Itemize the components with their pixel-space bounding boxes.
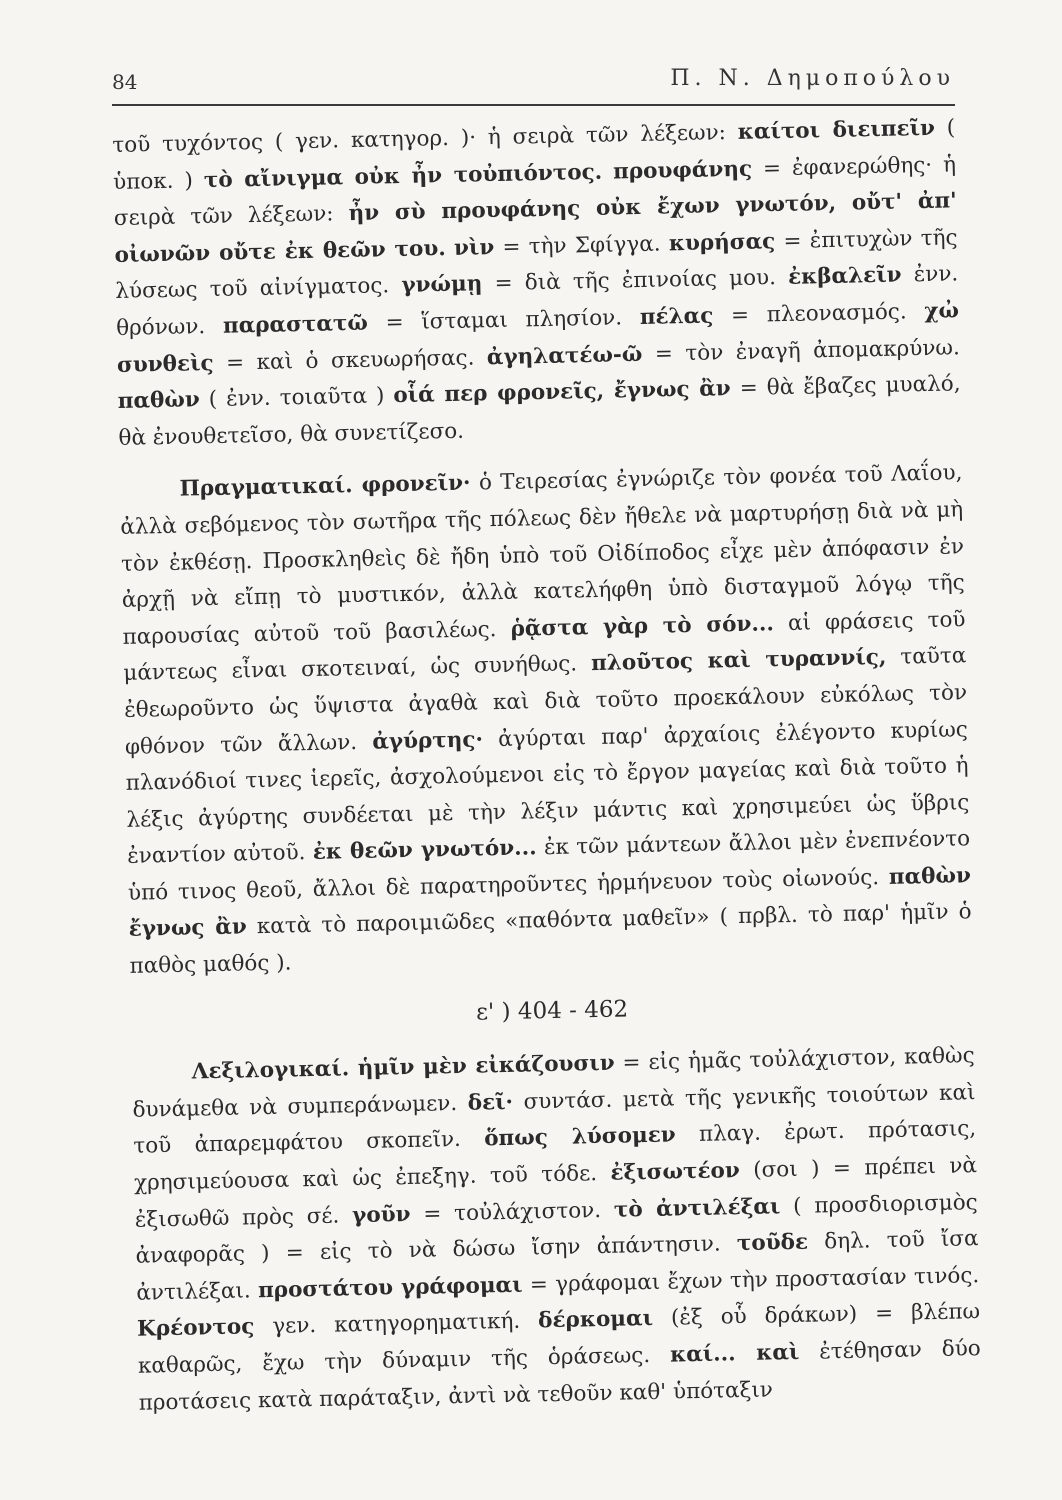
bold-lemma: τὸ ἀντιλέξαι	[613, 1193, 781, 1223]
bold-lemma: ἐξισωτέον	[610, 1158, 741, 1186]
bold-lemma: τοῦδε	[736, 1229, 809, 1257]
bold-lemma: προυφάνης	[612, 156, 753, 185]
text-run: = ἐφανερώθης· ἡ σειρὰ τῶν λέξεων:	[113, 151, 957, 232]
text-run: συντάσ. μετὰ τῆς γενικῆς τοιούτων καὶ τοῦ ἀπαρεμφάτου σκοπεῖν.	[133, 1079, 976, 1160]
bold-lemma: ἐκβαλεῖν	[787, 262, 902, 291]
bold-lemma: δέρκομαι	[537, 1306, 654, 1334]
bold-lemma: Πραγματικαί. φρονεῖν·	[179, 470, 471, 503]
bold-lemma: τὸ αἴνιγμα οὐκ ἦν τοὐπιόντος.	[203, 159, 603, 193]
bold-lemma: χὠ συνθεὶς	[116, 298, 960, 378]
text-run: ( ἐνν. τοιαῦτα )	[199, 383, 394, 413]
text-run: (ἐξ οὗ δράκων) = βλέπω καθαρῶς, ἔχω τὴν δύναμιν τῆς ὁράσεως.	[137, 1299, 981, 1379]
bold-lemma: ἦν σὺ προυφάνης οὐκ ἔχων γνωτόν, οὔτ' ἀπ' οἰωνῶν οὔτε ἐκ θεῶν του.	[114, 188, 957, 268]
page-body	[112, 110, 982, 1422]
text-run: = διὰ τῆς ἐπινοίας μου.	[482, 265, 789, 297]
text-run: γεν. κατηγορηματική.	[254, 1308, 539, 1340]
bold-lemma: ἀγηλατέω-ῶ	[486, 341, 643, 370]
paragraph	[119, 456, 973, 986]
bold-lemma: πλοῦτος καὶ τυραννίς,	[590, 645, 887, 677]
bold-lemma: Λεξιλογικαί. ἡμῖν μὲν εἰκάζουσιν	[191, 1050, 615, 1085]
bold-lemma: οἷά περ φρονεῖς, ἔγνως ἂν	[393, 376, 731, 409]
text-run: πλαγ. ἐρωτ. πρότασις, χρησιμεύουσα καὶ ὡς ἐπεξηγ. τοῦ τόδε.	[133, 1116, 977, 1196]
text-run: ἐκ τῶν μάντεων ἄλλοι μὲν ἐνεπνέοντο ὑπό τινος θεοῦ, ἄλλοι δὲ παρατηροῦντες ἡρμήνευον τοὺς οἰωνούς.	[127, 826, 971, 906]
header-rule	[112, 104, 955, 106]
text-run: (σοι ) = πρέπει νὰ ἐξισωθῶ πρὸς σέ.	[134, 1153, 978, 1233]
text-run: ὁ Τειρεσίας ἐγνώριζε τὸν φονέα τοῦ Λαΐου, ἀλλὰ σεβόμενος τὸν σωτῆρα τῆς πόλεως δὲν ἤθελε νὰ μαρτυρήσῃ διὰ νὰ μὴ τὸν ἐκθέσῃ. Προσκληθεὶς δὲ ἤδη ὑπὸ τοῦ Οἰδίποδος εἶχε μὲν ἀπόφασιν ἐν ἀρχῇ νὰ εἴπῃ τὸ μυστικόν, ἀλλὰ κατελήφθη ὑπὸ δισταγμοῦ λόγῳ τῆς παρουσίας αὐτοῦ τοῦ βασιλέως.	[120, 460, 965, 650]
text-run: ἐτέθησαν δύο προτάσεις κατὰ παράταξιν, ἀντὶ νὰ τεθοῦν καθ' ὑπόταξιν	[138, 1336, 982, 1416]
text-run: δηλ. τοῦ ἴσα ἀντιλέξαι.	[136, 1226, 979, 1306]
bold-lemma: προστάτου γράφομαι	[257, 1272, 523, 1304]
text-run: = εἰς ἡμᾶς τοὐλάχιστον, καθὼς δυνάμεθα νὰ συμπεράνωμεν.	[132, 1043, 975, 1123]
bold-lemma: πέλας	[639, 303, 714, 330]
text-run: = καὶ ὁ σκευωρήσας.	[213, 344, 488, 376]
bold-lemma: ἀγύρτης·	[372, 726, 484, 755]
bold-lemma: καί... καὶ	[669, 1339, 800, 1368]
bold-lemma: ῥᾷστα γὰρ τὸ σόν...	[510, 610, 775, 642]
text-run: = τοὐλάχιστον.	[410, 1197, 615, 1227]
commentary-part-1	[112, 110, 973, 985]
text-run: = θὰ ἔβαζες μυαλό, θὰ ἐνουθετεῖσο, θὰ συνετίζεσο.	[118, 371, 961, 451]
text-run	[602, 159, 613, 184]
paragraph	[112, 110, 962, 457]
text-run: ( προσδιορισμὸς ἀναφορᾶς ) = εἰς τὸ νὰ δώσω ἴσην ἀπάντησιν.	[135, 1189, 978, 1269]
bold-lemma: παθὼν ἔγνως ἂν	[128, 863, 972, 943]
text-run: ἀγύρται παρ' ἀρχαίοις ἐλέγοντο κυρίως πλανόδιοί τινες ἱερεῖς, ἀσχολούμενοι εἰς τὸ ἔργον μαγείας καὶ διὰ τοῦτο ἡ λέξις ἀγύρτης συνδέεται μὲ τὴν λέξιν μάντις καὶ χρησιμεύει ὡς ὕβρις ἐναντίον αὐτοῦ.	[125, 716, 970, 870]
page-header	[112, 66, 955, 98]
text-run: = ἐπιτυχὼν τῆς λύσεως τοῦ αἰνίγματος.	[115, 225, 958, 305]
paragraph	[131, 1038, 981, 1422]
text-run: τοῦ τυχόντος ( γεν. κατηγορ. )· ἡ σειρὰ τῶν λέξεων:	[112, 119, 739, 158]
text-run: ταῦτα ἐθεωροῦντο ὡς ὕψιστα ἀγαθὰ καὶ διὰ τοῦτο προεκάλουν εὐκόλως τὸν φθόνον τῶν ἄλλων.	[123, 643, 968, 760]
running-head-author: Π. Ν. Δημοπούλου	[670, 66, 955, 91]
text-run: ἐνν. θρόνων.	[115, 261, 959, 341]
text-run: ( ὑποκ. )	[112, 115, 956, 195]
text-run: κατὰ τὸ παροιμιῶδες «παθόντα μαθεῖν» ( πρβλ. τὸ παρ' ἡμῖν ὁ παθὸς μαθός ).	[129, 899, 972, 979]
bold-lemma: καίτοι διειπεῖν	[737, 115, 936, 145]
commentary-part-2	[131, 1038, 981, 1422]
bold-lemma: γοῦν	[351, 1201, 411, 1228]
text-run: = γράφομαι ἔχων τὴν προστασίαν τινός.	[522, 1262, 980, 1298]
text-run: = τὴν Σφίγγα.	[493, 231, 670, 260]
bold-lemma: παραστατῶ	[222, 310, 369, 339]
bold-lemma: ὅπως λύσομεν	[483, 1122, 676, 1152]
bold-lemma: ἐκ θεῶν γνωτόν...	[312, 835, 537, 866]
bold-lemma: γνώμῃ	[401, 271, 483, 299]
text-run: = πλεονασμός.	[713, 298, 925, 329]
text-run: αἱ φράσεις τοῦ μάντεως εἶναι σκοτειναί, ὡς συνήθως.	[123, 606, 966, 687]
bold-lemma: δεῖ·	[467, 1089, 514, 1116]
text-run: = ἵσταμαι πλησίον.	[367, 304, 641, 336]
section-heading: ε' ) 404 - 462	[475, 996, 629, 1026]
bold-lemma: παθὼν	[117, 387, 200, 415]
text-run: = τὸν ἐναγῆ ἀπομακρύνω.	[642, 334, 961, 367]
page-number: 84	[112, 70, 138, 94]
bold-lemma: νὶν	[453, 234, 495, 261]
bold-lemma: κυρήσας	[668, 228, 776, 257]
bold-lemma: Κρέοντος	[136, 1314, 255, 1343]
